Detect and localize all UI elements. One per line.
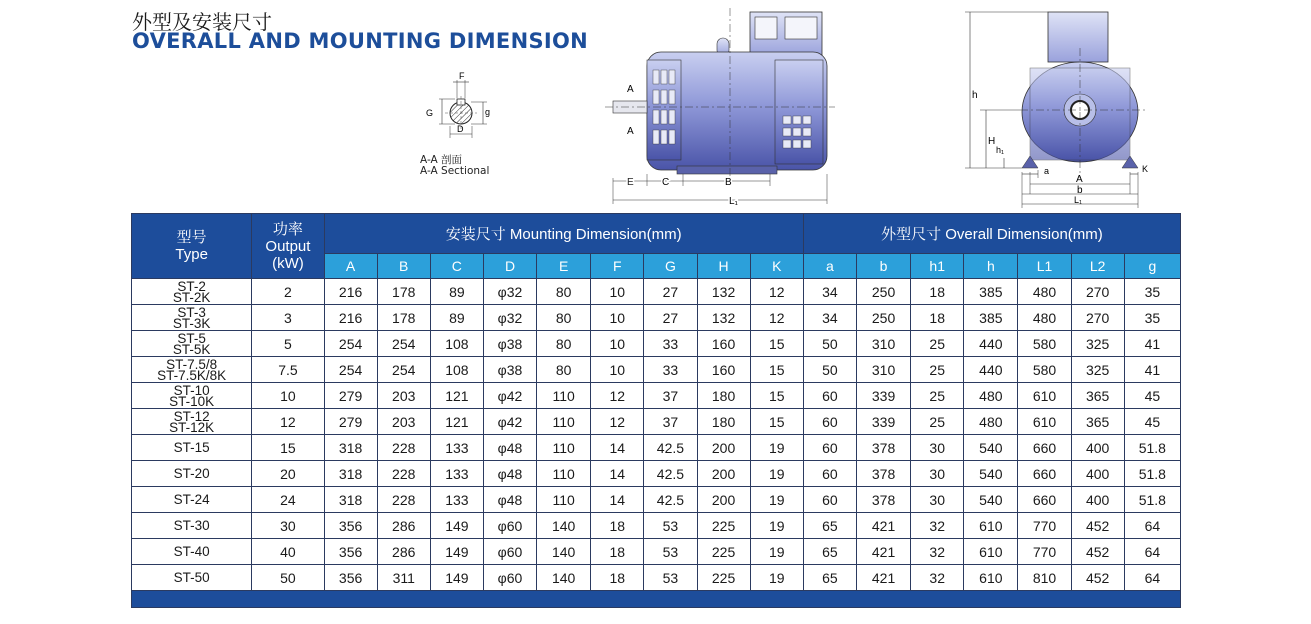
dimension-cell: 12: [750, 305, 803, 331]
dimension-cell: 310: [857, 357, 911, 383]
table-footer-bar: [132, 591, 1181, 608]
column-header: b: [857, 254, 911, 279]
dimension-cell: 810: [1018, 565, 1071, 591]
output-cell: 20: [252, 461, 324, 487]
dimension-cell: 60: [803, 435, 856, 461]
dimension-cell: 378: [857, 435, 911, 461]
side-label-a-top: A: [627, 84, 634, 95]
dimension-cell: 421: [857, 539, 911, 565]
dimension-cell: 660: [1018, 435, 1071, 461]
column-header: B: [377, 254, 430, 279]
table-row: [132, 279, 1181, 305]
dimension-cell: 400: [1071, 487, 1124, 513]
dimension-cell: φ38: [483, 357, 536, 383]
dimension-cell: 60: [803, 409, 856, 435]
side-label-a-bottom: A: [627, 126, 634, 137]
output-cell: 30: [252, 513, 324, 539]
dimension-cell: 15: [750, 331, 803, 357]
dimension-cell: 200: [697, 461, 750, 487]
dimension-cell: 121: [430, 409, 483, 435]
column-header: L2: [1071, 254, 1124, 279]
column-header: C: [430, 254, 483, 279]
output-cell: 40: [252, 539, 324, 565]
dimension-cell: 480: [1018, 279, 1071, 305]
dimension-cell: 440: [964, 331, 1018, 357]
dimension-cell: 200: [697, 435, 750, 461]
dimension-cell: 610: [1018, 383, 1071, 409]
dimension-cell: 18: [591, 513, 644, 539]
dimension-cell: 25: [911, 383, 964, 409]
dimension-table: [131, 213, 1181, 608]
table-row: [132, 513, 1181, 539]
title-chinese: 外型及安装尺寸: [132, 10, 272, 34]
dimension-cell: 34: [803, 279, 856, 305]
table-row: [132, 305, 1181, 331]
column-header: K: [750, 254, 803, 279]
table-body: [132, 279, 1181, 591]
dimension-cell: 18: [911, 305, 964, 331]
column-header: h: [964, 254, 1018, 279]
side-label-c: C: [662, 177, 670, 188]
table-row: [132, 409, 1181, 435]
model-cell: ST-24: [132, 487, 252, 513]
dimension-cell: 25: [911, 331, 964, 357]
type-header: 型号 Type: [132, 214, 252, 279]
dimension-cell: 133: [430, 487, 483, 513]
front-label-k: K: [1142, 164, 1149, 174]
dimension-cell: 25: [911, 409, 964, 435]
dimension-cell: 133: [430, 435, 483, 461]
title-english: OVERALL AND MOUNTING DIMENSION: [132, 29, 589, 53]
front-label-l1: L₁: [1074, 195, 1083, 205]
model-cell: ST-40: [132, 539, 252, 565]
dimension-cell: 318: [324, 461, 377, 487]
front-label-b: b: [1077, 185, 1083, 196]
dimension-cell: 580: [1018, 331, 1071, 357]
dimension-cell: 110: [537, 461, 591, 487]
dimension-cell: φ42: [483, 383, 536, 409]
dimension-cell: 45: [1124, 409, 1180, 435]
table-row: [132, 487, 1181, 513]
dimension-cell: 41: [1124, 357, 1180, 383]
dimension-cell: 37: [644, 409, 697, 435]
column-header: h1: [911, 254, 964, 279]
dimension-cell: 480: [964, 409, 1018, 435]
model-cell: ST-12 ST-12K: [132, 409, 252, 435]
dimension-cell: 64: [1124, 539, 1180, 565]
model-cell: ST-5 ST-5K: [132, 331, 252, 357]
dimension-cell: 480: [964, 383, 1018, 409]
dimension-cell: 610: [964, 539, 1018, 565]
model-cell: ST-10 ST-10K: [132, 383, 252, 409]
dimension-cell: 110: [537, 383, 591, 409]
side-label-e: E: [627, 177, 634, 188]
dimension-cell: 228: [377, 461, 430, 487]
dimension-cell: 225: [697, 565, 750, 591]
dimension-cell: 203: [377, 409, 430, 435]
section-caption-en: A-A Sectional: [420, 165, 490, 177]
column-header: E: [537, 254, 591, 279]
section-label-f: F: [459, 71, 465, 81]
dimension-cell: 42.5: [644, 461, 697, 487]
dimension-cell: 140: [537, 565, 591, 591]
shaft-section-figure: [415, 68, 505, 148]
dimension-cell: 400: [1071, 435, 1124, 461]
dimension-cell: 310: [857, 331, 911, 357]
dimension-cell: 60: [803, 461, 856, 487]
dimension-cell: 440: [964, 357, 1018, 383]
table-row: [132, 565, 1181, 591]
dimension-cell: 339: [857, 383, 911, 409]
front-label-h1: h₁: [996, 145, 1005, 155]
dimension-cell: 279: [324, 409, 377, 435]
dimension-cell: 180: [697, 383, 750, 409]
dimension-cell: 25: [911, 357, 964, 383]
dimension-cell: 178: [377, 279, 430, 305]
generator-side-view: [605, 8, 835, 208]
dimension-cell: φ32: [483, 279, 536, 305]
front-label-a-small: a: [1044, 166, 1050, 176]
dimension-cell: 149: [430, 513, 483, 539]
section-label-d: D: [457, 124, 464, 134]
dimension-cell: 400: [1071, 461, 1124, 487]
dimension-cell: 60: [803, 383, 856, 409]
dimension-cell: 421: [857, 565, 911, 591]
table-row: [132, 383, 1181, 409]
table-row: [132, 461, 1181, 487]
table-row: [132, 357, 1181, 383]
dimension-cell: 318: [324, 487, 377, 513]
dimension-cell: 110: [537, 487, 591, 513]
dimension-cell: 225: [697, 513, 750, 539]
dimension-cell: 65: [803, 539, 856, 565]
dimension-cell: 15: [750, 383, 803, 409]
dimension-cell: 452: [1071, 513, 1124, 539]
dimension-cell: 140: [537, 513, 591, 539]
dimension-cell: 480: [1018, 305, 1071, 331]
dimension-cell: 30: [911, 461, 964, 487]
dimension-cell: 80: [537, 357, 591, 383]
front-label-a: A: [1076, 174, 1083, 185]
dimension-cell: 80: [537, 279, 591, 305]
dimension-cell: 365: [1071, 383, 1124, 409]
dimension-cell: 80: [537, 305, 591, 331]
model-cell: ST-7.5/8 ST-7.5K/8K: [132, 357, 252, 383]
dimension-cell: 18: [591, 539, 644, 565]
dimension-cell: φ60: [483, 539, 536, 565]
dimension-cell: 10: [591, 331, 644, 357]
dimension-cell: 15: [750, 357, 803, 383]
output-header: 功率 Output (kW): [252, 214, 324, 279]
dimension-cell: 108: [430, 357, 483, 383]
model-cell: ST-20: [132, 461, 252, 487]
dimension-cell: 35: [1124, 279, 1180, 305]
dimension-cell: 33: [644, 357, 697, 383]
output-cell: 10: [252, 383, 324, 409]
dimension-cell: 160: [697, 357, 750, 383]
model-cell: ST-3 ST-3K: [132, 305, 252, 331]
dimension-cell: 51.8: [1124, 435, 1180, 461]
dimension-cell: 421: [857, 513, 911, 539]
dimension-cell: 254: [324, 331, 377, 357]
dimension-cell: 279: [324, 383, 377, 409]
dimension-cell: 610: [1018, 409, 1071, 435]
dimension-cell: 378: [857, 461, 911, 487]
dimension-cell: 133: [430, 461, 483, 487]
dimension-cell: 15: [750, 409, 803, 435]
dimension-cell: φ48: [483, 487, 536, 513]
dimension-cell: 10: [591, 357, 644, 383]
dimension-cell: 660: [1018, 461, 1071, 487]
dimension-cell: 51.8: [1124, 487, 1180, 513]
dimension-cell: 53: [644, 539, 697, 565]
dimension-cell: 110: [537, 409, 591, 435]
front-label-h: h: [972, 90, 978, 101]
dimension-cell: 225: [697, 539, 750, 565]
model-cell: ST-30: [132, 513, 252, 539]
dimension-cell: 540: [964, 487, 1018, 513]
dimension-cell: 53: [644, 513, 697, 539]
output-cell: 2: [252, 279, 324, 305]
section-label-g-small: g: [485, 107, 491, 117]
dimension-cell: 216: [324, 279, 377, 305]
dimension-cell: 12: [591, 409, 644, 435]
dimension-cell: 540: [964, 461, 1018, 487]
dimension-cell: 19: [750, 539, 803, 565]
dimension-cell: 32: [911, 513, 964, 539]
dimension-cell: 27: [644, 305, 697, 331]
table-row: [132, 331, 1181, 357]
dimension-cell: 50: [803, 331, 856, 357]
dimension-cell: 18: [591, 565, 644, 591]
output-cell: 3: [252, 305, 324, 331]
dimension-cell: 540: [964, 435, 1018, 461]
dimension-cell: 378: [857, 487, 911, 513]
dimension-cell: 385: [964, 279, 1018, 305]
dimension-cell: 41: [1124, 331, 1180, 357]
column-header: H: [697, 254, 750, 279]
front-label-big-h: H: [988, 136, 996, 147]
dimension-cell: 365: [1071, 409, 1124, 435]
dimension-cell: 250: [857, 305, 911, 331]
dimension-cell: 19: [750, 435, 803, 461]
dimension-cell: 89: [430, 305, 483, 331]
dimension-cell: 452: [1071, 539, 1124, 565]
dimension-cell: 110: [537, 435, 591, 461]
dimension-cell: φ48: [483, 461, 536, 487]
dimension-cell: 270: [1071, 305, 1124, 331]
dimension-cell: 12: [750, 279, 803, 305]
dimension-cell: 254: [324, 357, 377, 383]
dimension-cell: 132: [697, 305, 750, 331]
side-label-l1: L₁: [729, 196, 738, 207]
dimension-cell: 80: [537, 331, 591, 357]
dimension-cell: 160: [697, 331, 750, 357]
dimension-cell: 27: [644, 279, 697, 305]
side-label-b: B: [725, 177, 732, 188]
dimension-cell: 14: [591, 435, 644, 461]
dimension-cell: 64: [1124, 513, 1180, 539]
dimension-cell: 42.5: [644, 487, 697, 513]
dimension-cell: 216: [324, 305, 377, 331]
dimension-cell: 149: [430, 539, 483, 565]
section-caption-cn: A-A 剖面: [420, 154, 463, 166]
column-header: g: [1124, 254, 1180, 279]
section-label-g: G: [426, 108, 434, 118]
column-header: D: [483, 254, 536, 279]
dimension-cell: 33: [644, 331, 697, 357]
model-cell: ST-2 ST-2K: [132, 279, 252, 305]
dimension-cell: 250: [857, 279, 911, 305]
dimension-cell: 51.8: [1124, 461, 1180, 487]
dimension-cell: φ32: [483, 305, 536, 331]
dimension-cell: 149: [430, 565, 483, 591]
output-cell: 50: [252, 565, 324, 591]
dimension-cell: 132: [697, 279, 750, 305]
dimension-cell: 610: [964, 565, 1018, 591]
dimension-cell: 60: [803, 487, 856, 513]
dimension-cell: 610: [964, 513, 1018, 539]
dimension-cell: 19: [750, 513, 803, 539]
dimension-cell: 19: [750, 565, 803, 591]
dimension-cell: 339: [857, 409, 911, 435]
dimension-cell: 325: [1071, 357, 1124, 383]
dimension-cell: 200: [697, 487, 750, 513]
overall-dimension-header: 外型尺寸 Overall Dimension(mm): [803, 214, 1180, 254]
dimension-cell: 65: [803, 565, 856, 591]
dimension-cell: 385: [964, 305, 1018, 331]
dimension-cell: 311: [377, 565, 430, 591]
dimension-cell: 14: [591, 461, 644, 487]
dimension-cell: 286: [377, 513, 430, 539]
dimension-cell: 32: [911, 565, 964, 591]
dimension-cell: 19: [750, 461, 803, 487]
output-cell: 7.5: [252, 357, 324, 383]
dimension-cell: 35: [1124, 305, 1180, 331]
dimension-cell: 203: [377, 383, 430, 409]
dimension-cell: 452: [1071, 565, 1124, 591]
dimension-cell: φ42: [483, 409, 536, 435]
dimension-cell: 356: [324, 513, 377, 539]
dimension-cell: 228: [377, 435, 430, 461]
dimension-cell: φ60: [483, 565, 536, 591]
column-header: A: [324, 254, 377, 279]
dimension-cell: 53: [644, 565, 697, 591]
dimension-cell: 580: [1018, 357, 1071, 383]
dimension-cell: 356: [324, 539, 377, 565]
dimension-cell: 660: [1018, 487, 1071, 513]
column-header: G: [644, 254, 697, 279]
column-header: L1: [1018, 254, 1071, 279]
dimension-cell: φ48: [483, 435, 536, 461]
model-cell: ST-50: [132, 565, 252, 591]
dimension-cell: 64: [1124, 565, 1180, 591]
dimension-cell: 30: [911, 487, 964, 513]
dimension-cell: 34: [803, 305, 856, 331]
dimension-cell: 37: [644, 383, 697, 409]
dimension-cell: 18: [911, 279, 964, 305]
dimension-cell: 50: [803, 357, 856, 383]
dimension-cell: 254: [377, 357, 430, 383]
column-header: F: [591, 254, 644, 279]
dimension-cell: 770: [1018, 513, 1071, 539]
column-header: a: [803, 254, 856, 279]
output-cell: 12: [252, 409, 324, 435]
table-row: [132, 539, 1181, 565]
dimension-cell: 14: [591, 487, 644, 513]
dimension-cell: 10: [591, 305, 644, 331]
dimension-cell: φ38: [483, 331, 536, 357]
dimension-cell: 121: [430, 383, 483, 409]
output-cell: 24: [252, 487, 324, 513]
dimension-cell: 228: [377, 487, 430, 513]
dimension-cell: 45: [1124, 383, 1180, 409]
dimension-cell: 12: [591, 383, 644, 409]
dimension-cell: 356: [324, 565, 377, 591]
dimension-cell: 42.5: [644, 435, 697, 461]
dimension-cell: 318: [324, 435, 377, 461]
dimension-cell: 286: [377, 539, 430, 565]
output-cell: 5: [252, 331, 324, 357]
table-row: [132, 435, 1181, 461]
dimension-cell: 32: [911, 539, 964, 565]
model-cell: ST-15: [132, 435, 252, 461]
dimension-cell: 30: [911, 435, 964, 461]
dimension-cell: 10: [591, 279, 644, 305]
dimension-cell: 140: [537, 539, 591, 565]
dimension-cell: 254: [377, 331, 430, 357]
dimension-cell: φ60: [483, 513, 536, 539]
dimension-cell: 270: [1071, 279, 1124, 305]
dimension-cell: 108: [430, 331, 483, 357]
dimension-cell: 178: [377, 305, 430, 331]
dimension-cell: 325: [1071, 331, 1124, 357]
dimension-cell: 19: [750, 487, 803, 513]
dimension-cell: 180: [697, 409, 750, 435]
dimension-cell: 65: [803, 513, 856, 539]
mounting-dimension-header: 安装尺寸 Mounting Dimension(mm): [324, 214, 803, 254]
output-cell: 15: [252, 435, 324, 461]
dimension-cell: 89: [430, 279, 483, 305]
table-header: [132, 214, 1181, 279]
generator-front-view: [960, 8, 1160, 210]
dimension-cell: 770: [1018, 539, 1071, 565]
